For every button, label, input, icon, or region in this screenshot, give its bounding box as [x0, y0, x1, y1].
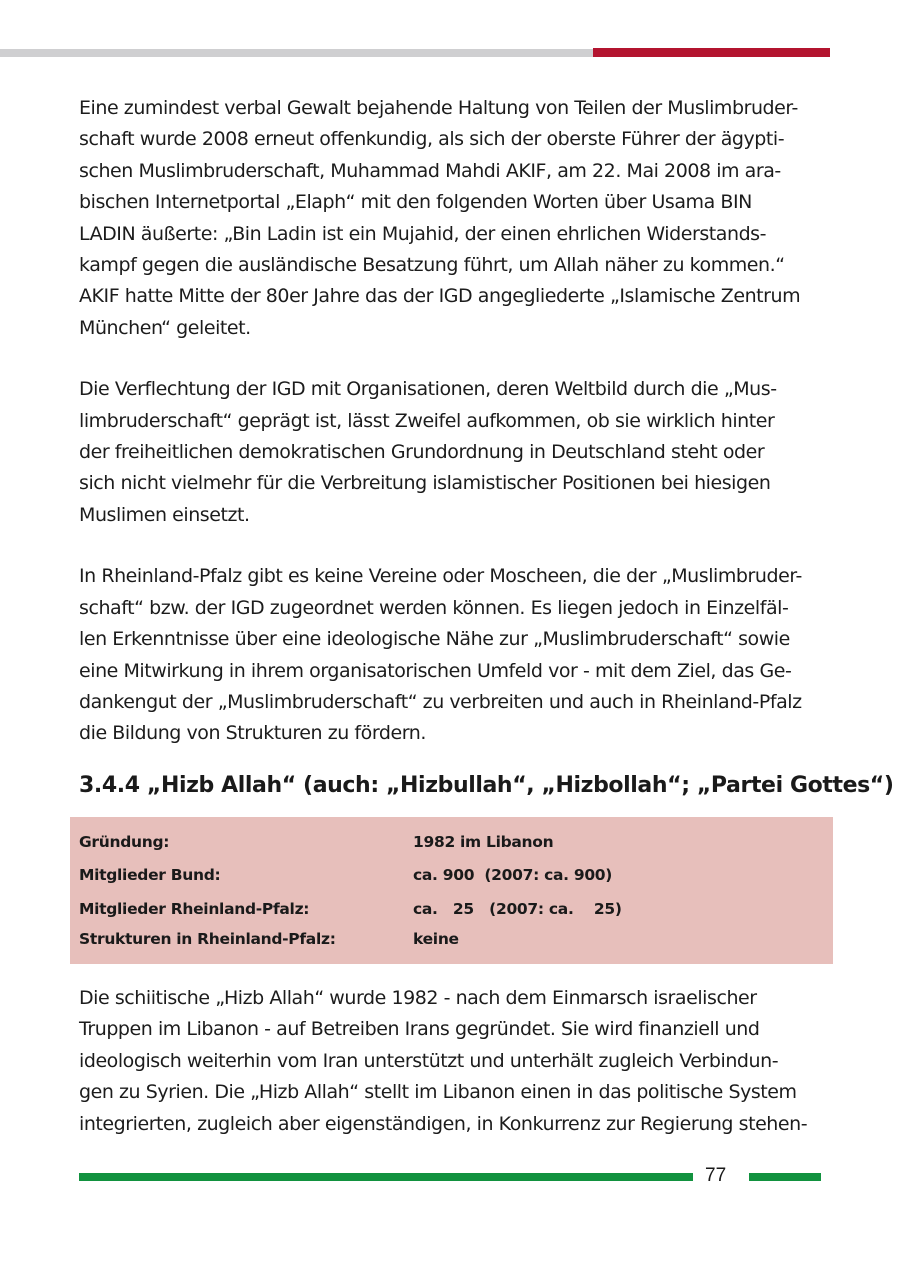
text-line: schaft“ bzw. der IGD zugeordnet werden können. Es liegen jedoch in Einzelfäl-	[79, 596, 789, 619]
body-text	[79, 93, 824, 780]
text-line: len Erkenntnisse über eine ideologische Nähe zur „Muslimbruderschaft“ sowie	[79, 628, 790, 651]
text-line: integrierten, zugleich aber eigenständigen, in Konkurrenz zur Regierung stehen-	[79, 1112, 808, 1135]
text-line: LADIN äußerte: „Bin Ladin ist ein Mujahid, der einen ehrlichen Widerstands-	[79, 222, 767, 245]
fact-label: Gründung:	[79, 833, 170, 851]
closing-text	[79, 983, 824, 1170]
fact-value: 1982 im Libanon	[413, 833, 554, 851]
text-line: AKIF hatte Mitte der 80er Jahre das der IGD angegliederte „Islamische Zentrum	[79, 285, 801, 308]
fact-value: ca. 25 (2007: ca. 25)	[413, 900, 622, 918]
header-bar-gray	[0, 49, 593, 57]
text-line: die Bildung von Strukturen zu fördern.	[79, 722, 426, 745]
text-line: Eine zumindest verbal Gewalt bejahende Haltung von Teilen der Muslimbruder-	[79, 97, 798, 119]
fact-box	[70, 817, 833, 964]
text-line: bischen Internetportal „Elaph“ mit den folgenden Worten über Usama BIN	[79, 191, 752, 214]
text-line: Truppen im Libanon - auf Betreiben Irans gegründet. Sie wird finanziell und	[79, 1018, 760, 1041]
fact-label: Mitglieder Rheinland-Pfalz:	[79, 900, 310, 918]
paragraph-igd	[79, 374, 824, 531]
text-line: Die schiitische „Hizb Allah“ wurde 1982 - nach dem Einmarsch israelischer	[79, 987, 757, 1009]
text-line: ideologisch weiterhin vom Iran unterstützt und unterhält zugleich Verbindun-	[79, 1049, 779, 1072]
fact-value: keine	[413, 930, 459, 948]
footer-bar-right	[749, 1173, 821, 1181]
text-line: dankengut der „Muslimbruderschaft“ zu verbreiten und auch in Rheinland-Pfalz	[79, 690, 802, 713]
fact-label: Mitglieder Bund:	[79, 866, 221, 884]
paragraph-akif	[79, 93, 824, 344]
page-number: 77	[705, 1165, 727, 1186]
text-line: limbruderschaft“ geprägt ist, lässt Zweifel aufkommen, ob sie wirklich hinter	[79, 409, 775, 432]
text-line: München“ geleitet.	[79, 316, 251, 339]
text-line: kampf gegen die ausländische Besatzung führt, um Allah näher zu kommen.“	[79, 254, 785, 277]
text-line: gen zu Syrien. Die „Hizb Allah“ stellt im Libanon einen in das politische System	[79, 1081, 797, 1104]
paragraph-hizb-allah	[79, 983, 824, 1140]
text-line: eine Mitwirkung in ihrem organisatorischen Umfeld vor - mit dem Ziel, das Ge-	[79, 659, 792, 682]
text-line: Muslimen einsetzt.	[79, 503, 250, 526]
text-line: sich nicht vielmehr für die Verbreitung islamistischer Positionen bei hiesigen	[79, 472, 771, 495]
header-bar-red	[593, 48, 830, 57]
text-line: schen Muslimbruderschaft, Muhammad Mahdi AKIF, am 22. Mai 2008 im ara-	[79, 159, 781, 182]
text-line: Die Verflechtung der IGD mit Organisationen, deren Weltbild durch die „Mus-	[79, 378, 777, 401]
section-heading: 3.4.4 „Hizb Allah“ (auch: „Hizbullah“, „Hizbollah“; „Partei Gottes“)	[79, 773, 894, 798]
paragraph-rheinland-pfalz	[79, 561, 824, 749]
fact-label: Strukturen in Rheinland-Pfalz:	[79, 930, 336, 948]
text-line: der freiheitlichen demokratischen Grundordnung in Deutschland steht oder	[79, 441, 765, 464]
footer-bar-left	[79, 1173, 693, 1181]
text-line: In Rheinland-Pfalz gibt es keine Vereine oder Moscheen, die der „Muslimbruder-	[79, 565, 802, 588]
text-line: schaft wurde 2008 erneut offenkundig, als sich der oberste Führer der ägypti-	[79, 128, 785, 151]
fact-value: ca. 900 (2007: ca. 900)	[413, 866, 613, 884]
